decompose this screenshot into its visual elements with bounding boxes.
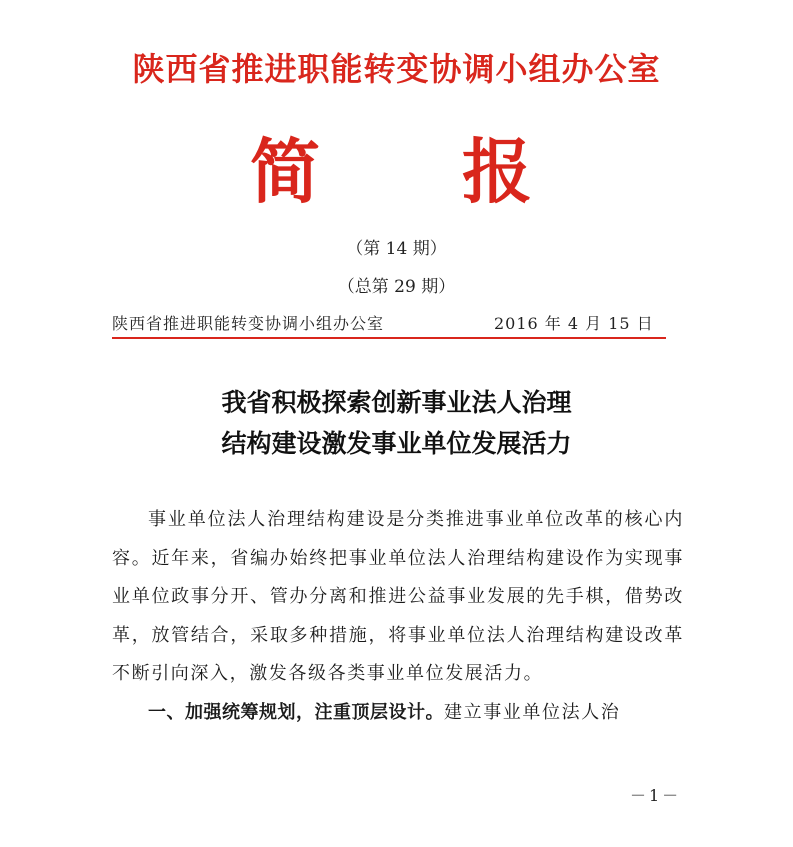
briefing-title-char-1: 简 [250, 130, 320, 213]
issue-total-number: （总第 29 期） [337, 277, 456, 297]
page-number: －1－ [630, 786, 682, 805]
article-body [112, 501, 684, 733]
section-1-text: 建立事业单位法人治 [444, 701, 621, 723]
issue-number: （第 14 期） [346, 239, 447, 259]
red-separator-line [112, 337, 666, 339]
briefing-title [0, 132, 793, 212]
body-paragraph-1: 事业单位法人治理结构建设是分类推进事业单位改革的核心内容。近年来，省编办始终把事业单位法人治理结构建设作为实现事业单位政事分开、管办分离和推进公益事业发展的先手棋，借势改革，放管结合，采取多种措施，将事业单位法人治理结构建设改革不断引向深入，激发各级各类事业单位发展活力。 [112, 509, 684, 685]
article-title-line-1: 我省积极探索创新事业法人治理 [221, 388, 572, 417]
section-1-heading: 一、加强统筹规划，注重顶层设计。 [148, 701, 444, 723]
briefing-title-char-2: 报 [462, 130, 532, 213]
issuer-name: 陕西省推进职能转变协调小组办公室 [112, 314, 385, 333]
issue-date: 2016 年 4 月 15 日 [494, 314, 654, 333]
issuer-date-row [112, 311, 662, 335]
article-title-line-2: 结构建设激发事业单位发展活力 [221, 429, 572, 458]
body-paragraph-2 [112, 694, 684, 733]
issuing-office-header: 陕西省推进职能转变协调小组办公室 [132, 50, 661, 88]
